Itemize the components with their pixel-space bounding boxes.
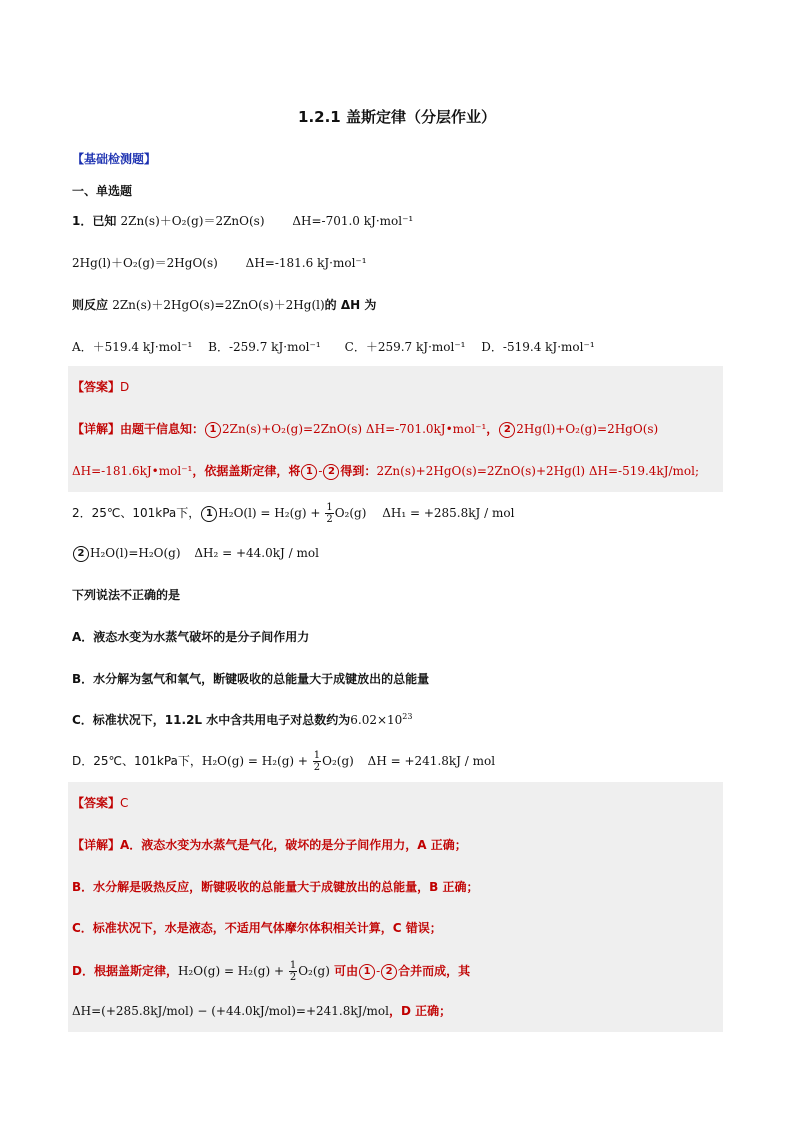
q2-prefix: 2．25℃、101kPa下， <box>72 506 201 520</box>
q1-line3 <box>72 296 376 314</box>
option-d-eq-left: H₂O(g) = H₂(g) + <box>201 754 312 768</box>
minus-sign: - <box>318 464 323 478</box>
q1-dh2: ΔH=-181.6 kJ·mol⁻¹ <box>245 256 367 270</box>
detail-label: 【详解】 <box>72 838 121 852</box>
option-d-dh: ΔH = +241.8kJ / mol <box>367 754 496 768</box>
option-c-text: C．标准状况下，11.2L 水中含共用电子对总数约为 <box>72 713 351 727</box>
detail-eq2: 2Hg(l)+O₂(g)=2HgO(s) <box>516 422 659 436</box>
detail-d-prefix: D．根据盖斯定律， <box>72 964 178 978</box>
circled-1: 1 <box>301 464 317 480</box>
circled-2: 2 <box>323 464 339 480</box>
q2-detail-b: B．水分解是吸热反应，断键吸收的总能量大于成键放出的总能量，B 正确； <box>72 880 479 894</box>
detail-last-eq: ΔH=(+285.8kJ/mol) − (+44.0kJ/mol)=+241.8kJ/mol <box>72 1004 389 1018</box>
q1-detail-line1: 【详解】由题干信息知： 1 2Zn(s)+O₂(g)=2ZnO(s) ΔH=-701.0kJ•mol⁻¹， 2 2Hg(l)+O₂(g)=2HgO(s) <box>72 422 659 436</box>
option-c-value: 6.02×10 <box>350 713 403 727</box>
q2-eq2: H₂O(l)=H₂O(g) <box>90 546 181 560</box>
q1-eq3: 2Zn(s)＋2HgO(s)=2ZnO(s)＋2Hg(l) <box>112 298 325 312</box>
circled-1: 1 <box>201 506 217 522</box>
q1-detail-line2 <box>72 462 699 480</box>
detail-d-mid: 可由 <box>329 964 359 978</box>
q2-detail-last <box>72 1002 451 1020</box>
fraction-half: $\frac{1}{2}$ <box>313 750 321 773</box>
q2-dh2: ΔH₂ = +44.0kJ / mol <box>194 546 319 560</box>
q2-eq1-right: O₂(g) <box>334 506 367 520</box>
q1-eq2: 2Hg(l)＋O₂(g)＝2HgO(s) <box>72 256 218 270</box>
answer-value: C <box>120 796 129 810</box>
q2-line1 <box>72 502 514 525</box>
answer-label: 【答案】 <box>72 796 121 810</box>
q2-detail-c: C．标准状况下，水是液态，不适用气体摩尔体积相关计算，C 错误； <box>72 921 442 935</box>
detail-dh2: ΔH=-181.6kJ•mol⁻¹ <box>72 464 193 478</box>
q1-line2 <box>72 254 367 272</box>
q1-suffix: 的 ΔH 为 <box>324 298 377 312</box>
detail-text2: ，依据盖斯定律，将 <box>192 464 301 478</box>
detail-label: 【详解】 <box>72 422 121 436</box>
q2-option-d <box>72 750 495 773</box>
q2-option-a: A．液态水变为水蒸气破坏的是分子间作用力 <box>72 630 310 644</box>
q1-options: A．＋519.4 kJ·mol⁻¹ B．-259.7 kJ·mol⁻¹ C．＋259.7 kJ·mol⁻¹ D．-519.4 kJ·mol⁻¹ <box>72 340 595 354</box>
circled-1: 1 <box>205 422 221 438</box>
section-label: 【基础检测题】 <box>72 152 157 166</box>
detail-a-text: A．液态水变为水蒸气是气化，破坏的是分子间作用力，A 正确； <box>120 838 467 852</box>
q1-prefix: 则反应 <box>72 298 113 312</box>
q1-eq1: 2Zn(s)＋O₂(g)＝2ZnO(s) <box>120 214 265 228</box>
q2-line2 <box>72 544 319 562</box>
detail-eq3: 2Zn(s)+2HgO(s)=2ZnO(s)+2Hg(l) ΔH=-519.4kJ/mol; <box>376 464 700 478</box>
fraction-half: $\frac{1}{2}$ <box>326 502 333 525</box>
q2-eq1-left: H₂O(l) = H₂(g) + <box>218 506 325 520</box>
detail-last-suffix: ，D 正确； <box>388 1004 452 1018</box>
detail-d-eq-left: H₂O(g) = H₂(g) + <box>177 964 288 978</box>
circled-2: 2 <box>499 422 515 438</box>
detail-text3: 得到： <box>340 464 377 478</box>
detail-d-eq-right: O₂(g) <box>298 964 330 978</box>
page-title: 1.2.1 盖斯定律（分层作业） <box>298 108 496 126</box>
detail-d-suffix: 合并而成，其 <box>398 964 471 978</box>
q1-dh1: ΔH=-701.0 kJ·mol⁻¹ <box>292 214 414 228</box>
option-d-eq-right: O₂(g) <box>322 754 354 768</box>
q1-line1 <box>72 212 413 230</box>
minus-sign: - <box>376 964 381 978</box>
q2-answer <box>72 794 128 812</box>
option-c-exponent: 23 <box>402 712 413 721</box>
detail-text: 由题干信息知： <box>120 422 205 436</box>
answer-label: 【答案】 <box>72 380 121 394</box>
option-d-prefix: D．25℃、101kPa下， <box>72 754 202 768</box>
q2-option-c <box>72 711 412 729</box>
q2-detail-a <box>72 836 467 854</box>
q2-option-b: B．水分解为氢气和氧气，断键吸收的总能量大于成键放出的总能量 <box>72 672 430 686</box>
fraction-half: $\frac{1}{2}$ <box>289 960 297 983</box>
q2-dh1: ΔH₁ = +285.8kJ / mol <box>382 506 515 520</box>
circled-1: 1 <box>359 964 375 980</box>
circled-2: 2 <box>73 546 89 562</box>
q1-number: 1．已知 <box>72 214 121 228</box>
q1-answer <box>72 378 129 396</box>
circled-2: 2 <box>381 964 397 980</box>
q2-detail-d <box>72 960 470 983</box>
q2-answer-box <box>68 782 723 1032</box>
detail-eq1: 2Zn(s)+O₂(g)=2ZnO(s) ΔH=-701.0kJ•mol⁻¹ <box>222 422 487 436</box>
part-heading: 一、单选题 <box>72 184 133 198</box>
q2-stem: 下列说法不正确的是 <box>72 588 181 602</box>
answer-value: D <box>120 380 130 394</box>
